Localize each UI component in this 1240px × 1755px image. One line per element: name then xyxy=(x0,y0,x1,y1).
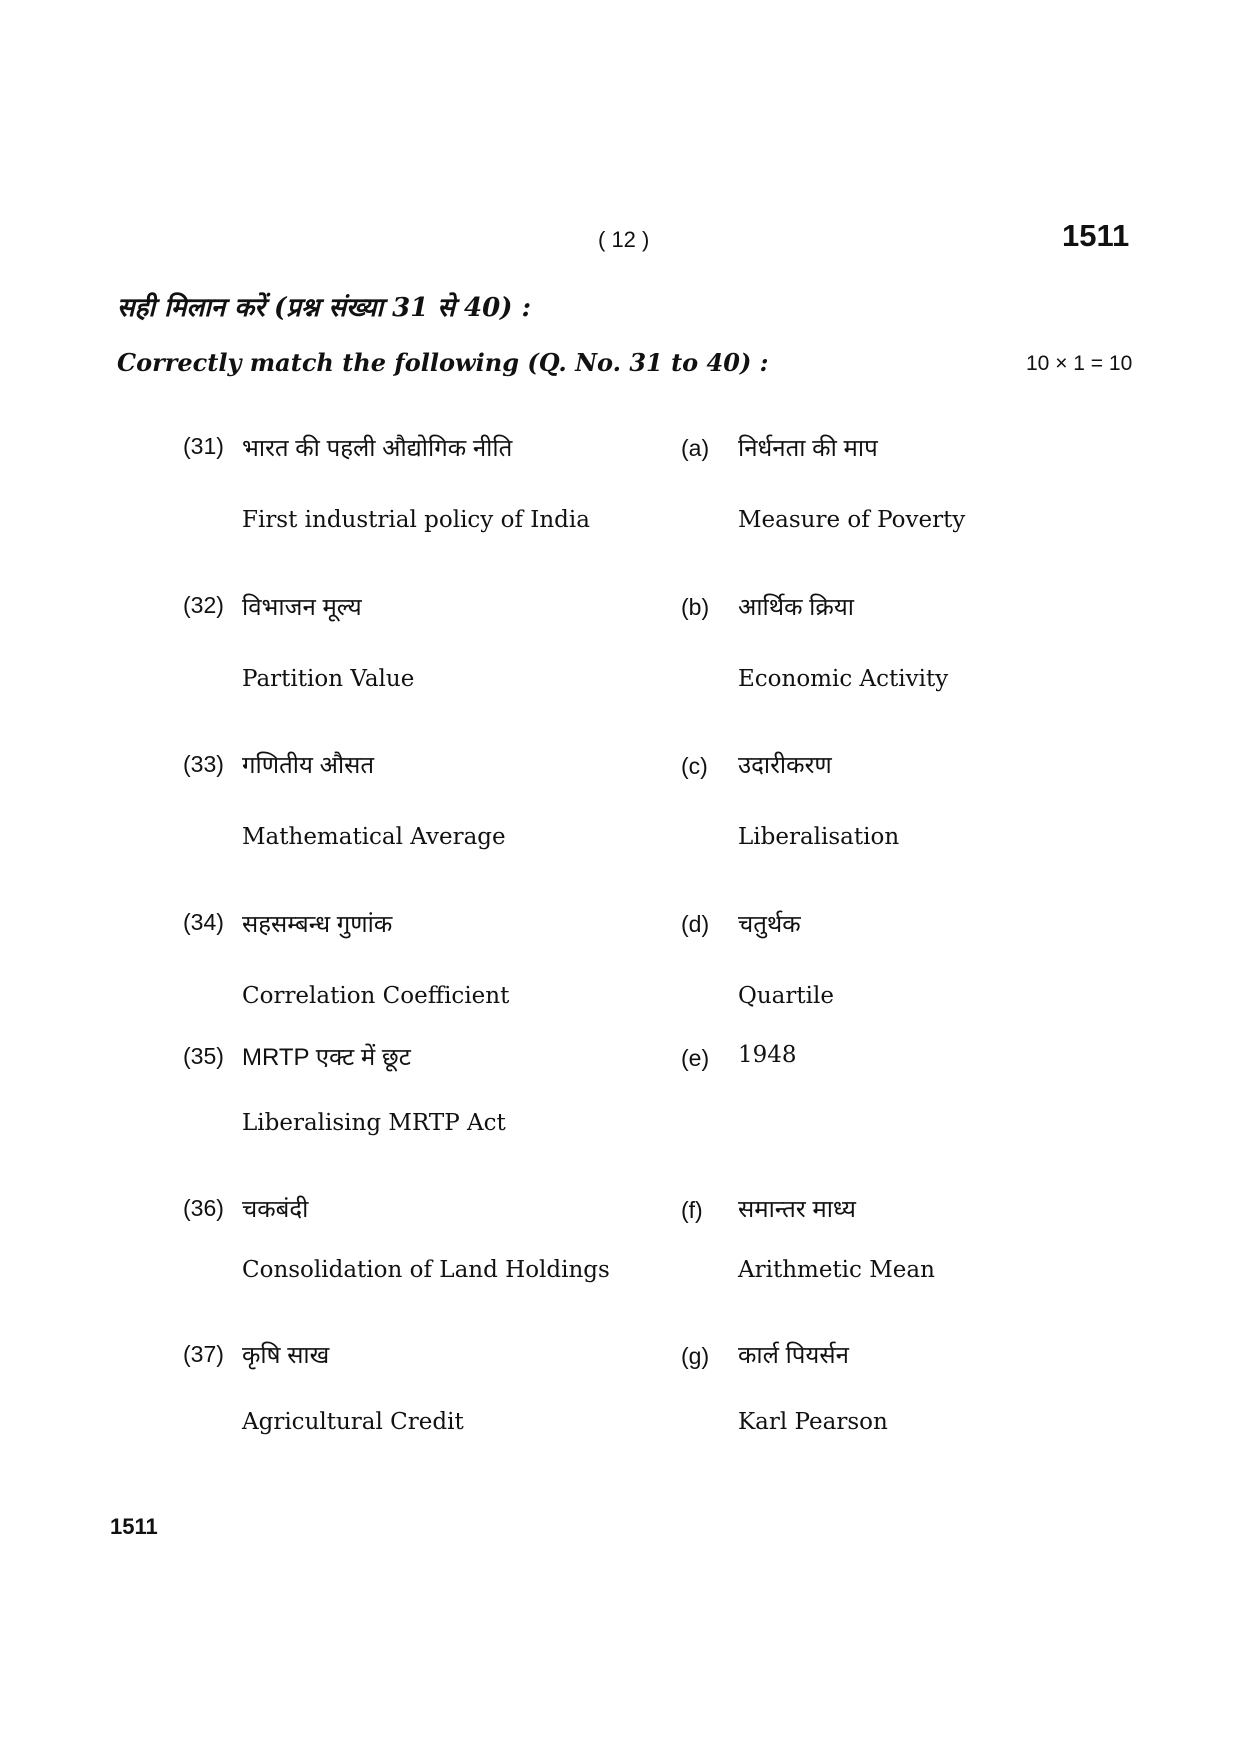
question-text-hindi: MRTP एक्ट में छूट xyxy=(242,1044,411,1071)
question-number: (35) xyxy=(183,1043,224,1069)
question-text-english: Partition Value xyxy=(242,666,415,692)
question-number: (34) xyxy=(183,909,224,935)
option-text-hindi: आर्थिक क्रिया xyxy=(738,594,854,621)
option-text-english: Quartile xyxy=(738,983,834,1009)
paper-code-footer: 1511 xyxy=(110,1514,158,1539)
instruction-english: Correctly match the following (Q. No. 31 to 40) : xyxy=(117,348,769,377)
question-number: (33) xyxy=(183,751,224,777)
option-letter: (e) xyxy=(681,1045,710,1071)
option-text-english: Measure of Poverty xyxy=(738,507,966,533)
question-text-english: Mathematical Average xyxy=(242,824,506,850)
question-text-english: Agricultural Credit xyxy=(242,1409,464,1435)
question-text-english: Liberalising MRTP Act xyxy=(242,1110,506,1136)
question-text-hindi: भारत की पहली औद्योगिक नीति xyxy=(242,435,513,462)
option-text-english: Liberalisation xyxy=(738,824,900,850)
option-letter: (g) xyxy=(681,1343,710,1369)
option-letter: (c) xyxy=(681,753,708,779)
option-text-hindi: 1948 xyxy=(738,1042,797,1068)
question-text-english: First industrial policy of India xyxy=(242,507,590,533)
question-number: (37) xyxy=(183,1341,224,1367)
option-text-hindi: उदारीकरण xyxy=(738,752,832,779)
option-letter: (a) xyxy=(681,435,710,461)
option-text-hindi: समान्तर माध्य xyxy=(738,1196,856,1223)
option-letter: (d) xyxy=(681,911,710,937)
question-number: (31) xyxy=(183,433,224,459)
option-letter: (b) xyxy=(681,594,710,620)
paper-code-header: 1511 xyxy=(1062,218,1130,253)
question-text-hindi: सहसम्बन्ध गुणांक xyxy=(242,911,393,938)
question-text-hindi: विभाजन मूल्य xyxy=(242,594,362,621)
option-text-hindi: कार्ल पियर्सन xyxy=(738,1342,849,1369)
question-text-hindi: चकबंदी xyxy=(242,1196,309,1223)
question-text-hindi: कृषि साख xyxy=(242,1342,330,1369)
option-letter: (f) xyxy=(681,1197,703,1223)
question-text-hindi: गणितीय औसत xyxy=(242,752,375,779)
option-text-english: Karl Pearson xyxy=(738,1409,888,1435)
question-number: (32) xyxy=(183,592,224,618)
page-number: ( 12 ) xyxy=(598,227,650,252)
question-number: (36) xyxy=(183,1195,224,1221)
option-text-english: Arithmetic Mean xyxy=(738,1257,935,1283)
option-text-hindi: चतुर्थक xyxy=(738,911,801,938)
instruction-hindi: सही मिलान करें (प्रश्न संख्या 31 से 40) : xyxy=(117,293,532,323)
option-text-hindi: निर्धनता की माप xyxy=(738,435,878,462)
question-text-english: Correlation Coefficient xyxy=(242,983,510,1009)
marks-allocation: 10 × 1 = 10 xyxy=(1026,352,1133,375)
option-text-english: Economic Activity xyxy=(738,666,949,692)
question-text-english: Consolidation of Land Holdings xyxy=(242,1257,610,1283)
